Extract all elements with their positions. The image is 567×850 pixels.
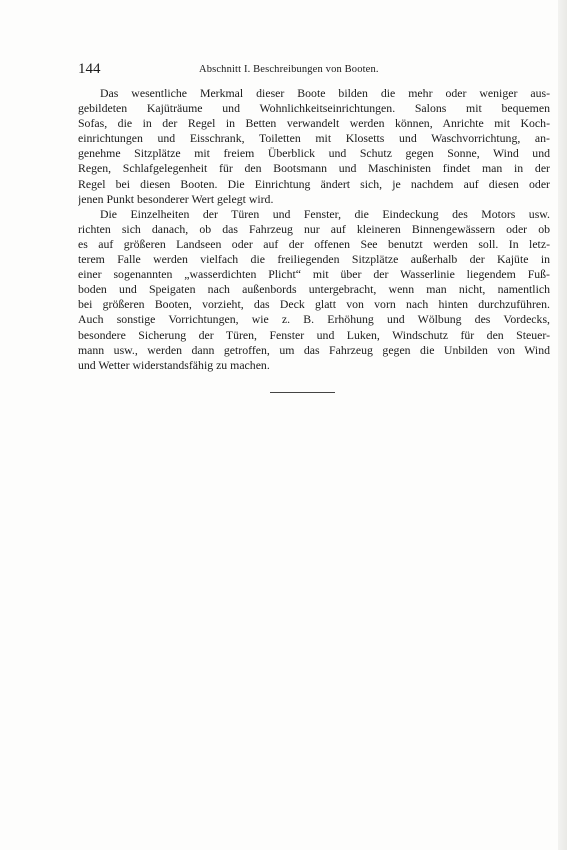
- text-line: Das wesentliche Merkmal dieser Boote bilden die mehr oder weniger aus-: [100, 86, 550, 100]
- running-title: Abschnitt I. Beschreibungen von Booten.: [199, 64, 379, 75]
- text-line: richten sich danach, ob das Fahrzeug nur auf kleineren Binnengewässern oder ob: [78, 221, 550, 236]
- text-line: gebildeten Kajüträume und Wohnlichkeitseinrichtungen. Salons mit bequemen: [78, 101, 550, 116]
- paragraph-1: [78, 86, 550, 207]
- text-line: es auf größeren Landseen oder auf der offenen See benutzt werden soll. In letz-: [78, 236, 550, 251]
- text-line: bei größeren Booten, vorzieht, das Deck glatt von vorn nach hinten durchzuführen.: [78, 297, 550, 312]
- body-text: [78, 86, 550, 373]
- text-line: Regel bei diesen Booten. Die Einrichtung ändert sich, je nachdem auf diesen oder: [78, 176, 550, 191]
- text-line: genehme Sitzplätze mit freiem Überblick und Schutz gegen Sonne, Wind und: [78, 146, 550, 161]
- text-line: mann usw., werden dann getroffen, um das Fahrzeug gegen die Unbilden von Wind: [78, 342, 550, 357]
- text-line: besondere Sicherung der Türen, Fenster und Luken, Windschutz für den Steuer-: [78, 327, 550, 342]
- text-line: Auch sonstige Vorrichtungen, wie z. B. Erhöhung und Wölbung des Vordecks,: [78, 312, 550, 327]
- text-line: boden und Speigaten nach außenbords untergebracht, wenn man nicht, namentlich: [78, 282, 550, 297]
- paragraph-2: [78, 207, 550, 373]
- text-line: jenen Punkt besonderer Wert gelegt wird.: [78, 191, 274, 206]
- text-line: einer sogenannten „wasserdichten Plicht“ mit über der Wasserlinie liegendem Fuß-: [78, 267, 550, 282]
- text-line: Regen, Schlafgelegenheit für den Bootsmann und Maschinisten findet man in der: [78, 161, 550, 176]
- text-line: terem Falle werden vielfach die freiliegenden Sitzplätze außerhalb der Kajüte in: [78, 252, 550, 267]
- page-edge-shadow: [558, 0, 567, 850]
- page-header: [78, 59, 550, 79]
- text-line: Sofas, die in der Regel in Betten verwandelt werden können, Anrichte mit Koch-: [78, 116, 550, 131]
- section-end-rule: [270, 392, 335, 393]
- page-number: 144: [78, 61, 101, 77]
- text-line: einrichtungen und Eisschrank, Toiletten mit Klosetts und Waschvorrichtung, an-: [78, 131, 550, 146]
- text-line: Die Einzelheiten der Türen und Fenster, die Eindeckung des Motors usw.: [100, 206, 550, 221]
- text-line: und Wetter widerstandsfähig zu machen.: [78, 357, 270, 372]
